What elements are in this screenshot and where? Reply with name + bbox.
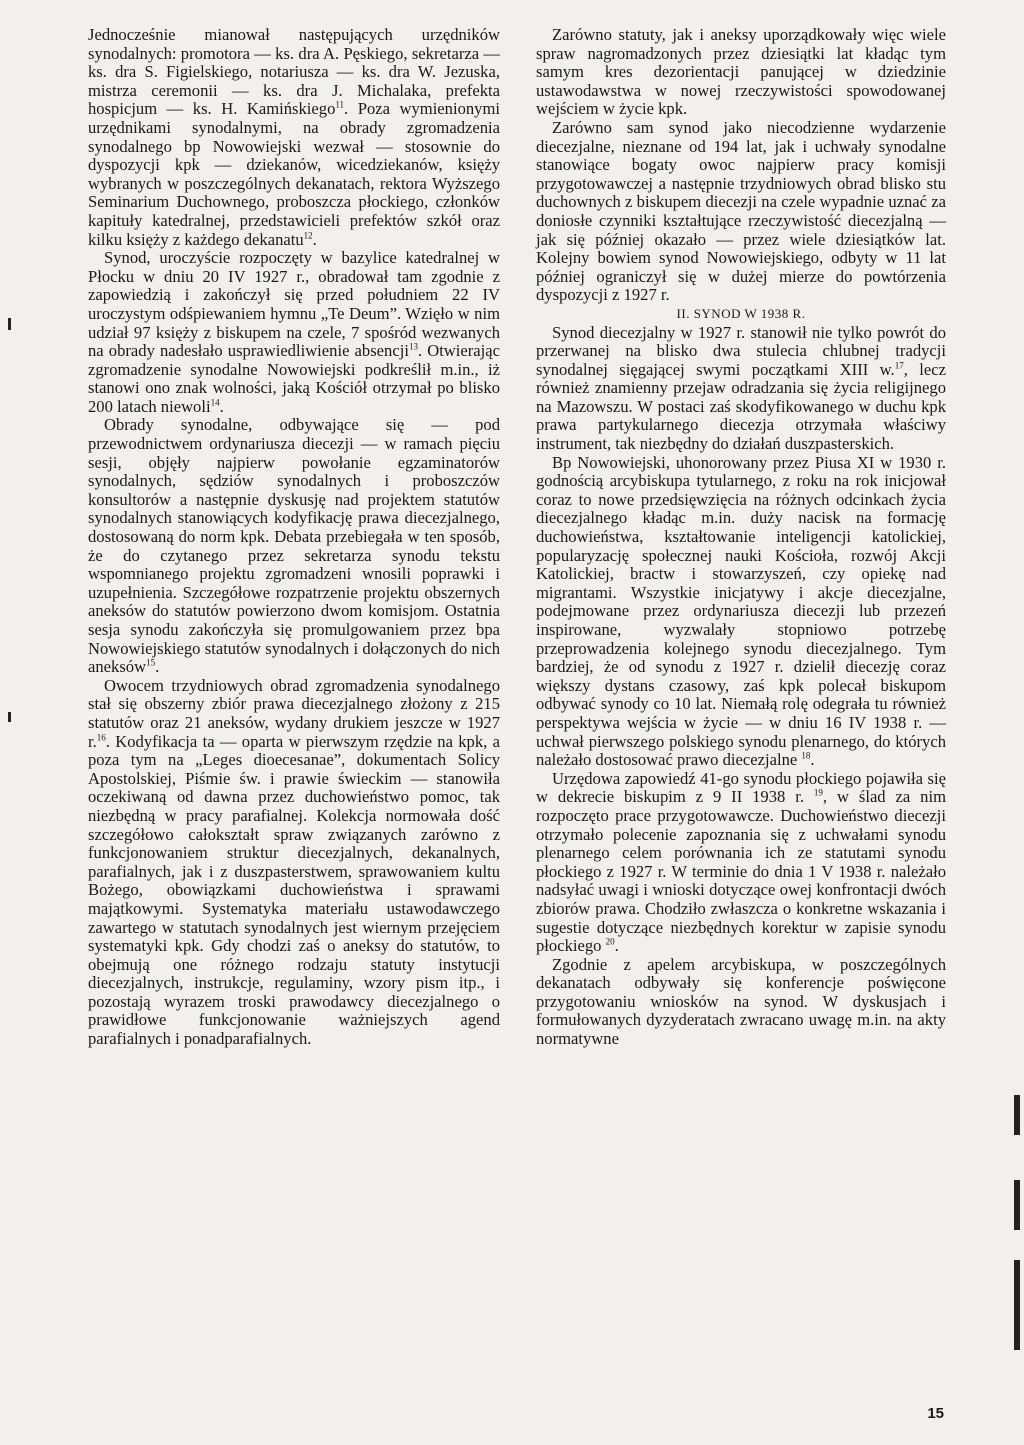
paragraph: Owocem trzydniowych obrad zgromadzenia synodalnego stał się obszerny zbiór prawa diecezjalnego złożony z 215 statutów oraz 21 aneksów, wydany drukiem jeszcze w 1927 r.$^{16}$. Kodyfikacja ta — oparta w pierwszym rzędzie na kpk, a poza tym na „Leges dioecesanae”, dokumentach Solicy Apostolskiej, Piśmie św. i prawie świeckim — stanowiła oczekiwaną od dawna przez duchowieństwo pomoc, tak niezbędną w pracy parafialnej. Kolekcja normowała dość szczegółowo całokształt spraw związanych zarówno z funkcjonowaniem struktur diecezjalnych, dekanalnych, parafialnych, jak i z duszpasterstwem, sprawowaniem kultu Bożego, obowiązkami duchowieństwa i sprawami majątkowymi. Systematyka materiału ustawodawczego zawartego w statutach synodalnych jest wiernym przejęciem systematyki kpk. Gdy chodzi zaś o aneksy do statutów, to obejmują one różnego rodzaju statuty instytucji diecezjalnych, instrukcje, regulaminy, wzory pism itp., i pozostają wyrazem troski prawodawcy diecezjalnego o prawidłowe funkcjonowanie ważniejszych agend parafialnych i ponadparafialnych. [88,675,500,1049]
footnote-ref[interactable]: 18 [801,750,811,761]
page-number: 15 [927,1405,944,1422]
footnote-ref[interactable]: 12 [303,230,313,240]
footnote-ref[interactable]: 16 [96,732,106,743]
scan-edge-mark [8,318,11,330]
paragraph: Synod, uroczyście rozpoczęty w bazylice katedralnej w Płocku w dniu 20 IV 1927 r., obradował tam zgodnie z zapowiedzią i zakończył się przed południem 22 IV uroczystym odśpiewaniem hymnu „Te Deum”. Wzięło w nim udział 97 księży z biskupem na czele, 7 spośród wezwanych na obrady nadesłało usprawiedliwienie absencji$^{13}$. Otwierając zgromadzenie synodalne Nowowiejski podkreślił m.in., iż stanowi ono znak wolności, jaką Kościół otrzymał po blisko 200 latach niewoli$^{14}$. [88,248,500,416]
footnote-ref[interactable]: 15 [146,657,156,668]
footnote-ref[interactable]: 14 [210,397,220,408]
paragraph: Urzędowa zapowiedź 41-go synodu płockiego pojawiła się w dekrecie biskupim z 9 II 1938 r. $^{19}$, w ślad za nim rozpoczęto prace przygotowawcze. Duchowieństwo diecezji otrzymało polecenie zapoznania się z uchwałami synodu plenarnego celem porównania ich ze statutami synodu płockiego z 1927 r. W terminie do dnia 1 V 1938 r. należało nadsyłać uwagi i wnioski dotyczące owej konfrontacji dwóch zbiorów prawa. Chodziło zwłaszcza o konkretne wskazania i sugestie dotyczące niezbędnych korektur w zapisie synodu płockiego $^{20}$. [536,768,946,956]
footnote-ref[interactable]: 20 [605,936,615,947]
paragraph: Synod diecezjalny w 1927 r. stanowił nie tylko powrót do przerwanej na blisko dwa stulecia chlubnej tradycji synodalnej sięgającej swymi początkami XIII w.$^{17}$, lecz również znamienny przejaw odradzania się życia religijnego na Mazowszu. W postaci zaś skodyfikowanego w duchu kpk prawa partykularnego diecezja otrzymała właściwy instrument, tak niezbędny do działań duszpasterskich. [536,322,946,454]
section-heading: II. SYNOD W 1938 R. [676,305,806,321]
scan-edge-mark [1014,1260,1020,1350]
footnote-ref[interactable]: 17 [894,360,904,371]
paragraph: Jednocześnie mianował następujących urzędników synodalnych: promotora — ks. dra A. Pęskiego, sekretarza — ks. dra S. Figielskiego, notariusza — ks. dra W. Jezuska, mistrza ceremonii — ks. dra J. Michalaka, prefekta hospicjum — ks. H. Kamińskiego$^{11}$. Poza wymienionymi urzędnikami synodalnymi, na obrady zgromadzenia synodalnego bp Nowowiejski wezwał — stosownie do dyspozycji kpk — dziekanów, wicedziekanów, księży wybranych w poszczególnych dekanatach, rektora Wyższego Seminarium Duchownego, proboszcza płockiego, członków kapituły katedralnej, przedstawicieli prefektów szkół oraz kilku księży z każdego dekanatu$^{12}$. [88,25,500,249]
right-column [536,26,946,1049]
paragraph: Zarówno sam synod jako niecodzienne wydarzenie diecezjalne, nieznane od 194 lat, jak i uchwały synodalne stanowiące bogaty owoc najpierw pracy komisji przygotowawczej a następnie trzydniowych obrad blisko stu duchownych z biskupem diecezji na czele wypadnie uznać za doniosłe czynniki kształtujące rzeczywistość diecezjalną — jak się później okazało — przez wiele dziesiątków lat. Kolejny bowiem synod Nowowiejskiego, odbyty w 11 lat później ograniczył się w dużej mierze do powtórzenia dyspozycji z 1927 r. [536,117,946,305]
scan-edge-mark [8,712,11,722]
scan-edge-mark [1014,1095,1020,1135]
footnote-ref[interactable]: 13 [408,341,418,352]
paragraph: Obrady synodalne, odbywające się — pod przewodnictwem ordynariusza diecezji — w ramach pięciu sesji, objęły najpierw powołanie egzaminatorów synodalnych, sędziów synodalnych i proboszczów konsultorów a następnie dyskusję nad projektem statutów synodalnych stanowiących kodyfikację prawa diecezjalnego, dostosowaną do norm kpk. Debata przebiegała w ten sposób, że do czytanego przez sekretarza synodu tekstu wspomnianego projektu zgromadzeni wnosili poprawki i uzupełnienia. Szczegółowe rozpatrzenie projektu obszernych aneksów do statutów powierzono dwom komisjom. Ostatnia sesja synodu zakończyła się promulgowaniem przez bpa Nowowiejskiego statutów synodalnych i dołączonych do nich aneksów$^{15}$. [88,415,500,677]
footnote-ref[interactable]: 19 [813,787,823,798]
left-column [88,26,500,1049]
paragraph: Bp Nowowiejski, uhonorowany przez Piusa XI w 1930 r. godnością arcybiskupa tytularnego, z roku na rok inicjował coraz to nowe przedsięwzięcia na różnych odcinkach życia diecezjalnego kładąc m.in. duży nacisk na formację duchowieństwa, kształtowanie inteligencji katolickiej, popularyzację społecznej nauki Kościoła, rozwój Akcji Katolickiej, bractw i stowarzyszeń, czy opiekę nad migrantami. Wszystkie inicjatywy i akcje diecezjalne, podejmowane przez ordynariusza diecezji lub przezeń inspirowane, wyzwalały stopniowo potrzebę przeprowadzenia kolejnego synodu diecezjalnego. Tym bardziej, że od synodu z 1927 r. dzielił diecezję coraz większy dystans czasowy, zaś kpk polecał biskupom odbywać synody co 10 lat. Niemałą rolę odegrała tu również perspektywa wejścia w życie — w dniu 16 IV 1938 r. — uchwał pierwszego polskiego synodu plenarnego, do których należało dostosować prawo diecezjalne $^{18}$. [536,452,946,770]
footnote-ref[interactable]: 11 [335,99,345,110]
scan-edge-mark [1014,1180,1020,1230]
paragraph: Zgodnie z apelem arcybiskupa, w poszczególnych dekanatach odbywały się konferencje poświęcone przygotowaniu wniosków na synod. W dyskusjach i formułowanych dyzyderatach zwracano uwagę m.in. na akty normatywne [536,954,946,1049]
paragraph: Zarówno statuty, jak i aneksy uporządkowały więc wiele spraw nagromadzonych przez dziesiątki lat kładąc tym samym kres dezorientacji panującej w dziedzinie ustawodawstwa w nowej rzeczywistości spowodowanej wejściem w życie kpk. [536,25,946,119]
